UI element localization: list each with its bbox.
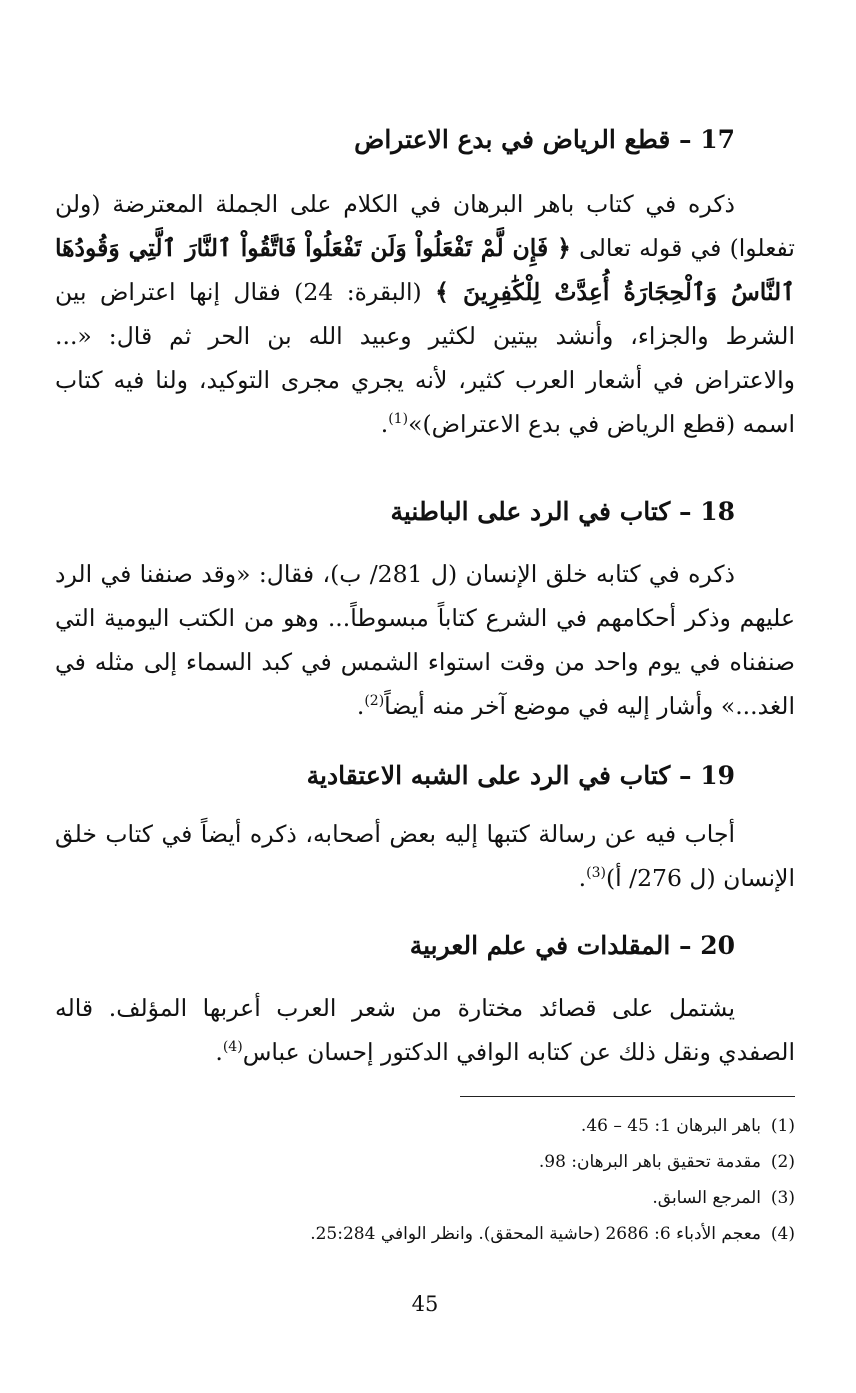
footnote-text: مقدمة تحقيق باهر البرهان: 98.	[538, 1152, 761, 1172]
section-20-title: 20 – المقلدات في علم العربية	[409, 931, 735, 960]
footnote-4	[55, 1216, 795, 1252]
footnote-text: المرجع السابق.	[652, 1188, 761, 1208]
section-18-text: ذكره في كتابه خلق الإنسان (ل 281/ ب)، فقال: «وقد صنفنا في الرد عليهم وذكر أحكامهم في الشرع كتاباً مبسوطاً... وهو من الكتب اليومية التي صنفناه في يوم واحد من وقت استواء الشمس في كبد السماء إلى مثله في الغد...» وأشار إليه في موضع آخر منه أيضاً	[55, 560, 795, 720]
footnote-1	[55, 1108, 795, 1144]
section-19-text: أجاب فيه عن رسالة كتبها إليه بعض أصحابه، ذكره أيضاً في كتاب خلق الإنسان (ل 276/ أ)	[55, 820, 795, 892]
section-18-title: 18 – كتاب في الرد على الباطنية	[390, 497, 735, 526]
quran-verse: ﴿ فَإِن لَّمْ تَفْعَلُواْ وَلَن تَفْعَلُواْ فَاتَّقُواْ ٱلنَّارَ ٱلَّتِي وَقُودُهَا ٱلنَّاسُ وَٱلْحِجَارَةُ أُعِدَّتْ لِلْكَٰفِرِينَ ﴾	[55, 234, 795, 306]
footnote-number: (2)	[770, 1152, 795, 1172]
footnote-divider	[460, 1096, 795, 1097]
section-18-paragraph: ذكره في كتابه خلق الإنسان (ل 281/ ب)، فقال: «وقد صنفنا في الرد عليهم وذكر أحكامهم في الشرع كتاباً مبسوطاً... وهو من الكتب اليومية التي صنفناه في يوم واحد من وقت استواء الشمس في كبد السماء إلى مثله في الغد...» وأشار إليه في موضع آخر منه أيضاً$^{(2)}$.	[55, 560, 795, 720]
footnote-2	[55, 1144, 795, 1180]
footnote-number: (4)	[770, 1224, 795, 1244]
footnote-text: باهر البرهان 1: 45 – 46.	[580, 1116, 761, 1136]
section-17-paragraph: ذكره في كتاب باهر البرهان في الكلام على الجملة المعترضة (ولن تفعلوا) في قوله تعالى ﴿ فَإِن لَّمْ تَفْعَلُواْ وَلَن تَفْعَلُواْ فَاتَّقُواْ ٱلنَّارَ ٱلَّتِي وَقُودُهَا ٱلنَّاسُ وَٱلْحِجَارَةُ أُعِدَّتْ لِلْكَٰفِرِينَ ﴾ (البقرة: 24) فقال إنها اعتراض بين الشرط والجزاء، وأنشد بيتين لكثير وعبيد الله بن الحر ثم قال: «... والاعتراض في أشعار العرب كثير، لأنه يجري مجرى التوكيد، ولنا فيه كتاب اسمه (قطع الرياض في بدع الاعتراض)»$^{(1)}$.	[55, 190, 795, 438]
footnote-ref-3: (3)	[586, 865, 606, 882]
footnote-ref-4: (4)	[222, 1039, 243, 1056]
footnote-3	[55, 1180, 795, 1216]
section-19-paragraph: أجاب فيه عن رسالة كتبها إليه بعض أصحابه، ذكره أيضاً في كتاب خلق الإنسان (ل 276/ أ)$^{(3)}$.	[55, 820, 795, 892]
section-17-text: ذكره في كتاب باهر البرهان في الكلام على الجملة المعترضة (ولن تفعلوا) في قوله تعالى	[55, 190, 795, 262]
footnote-ref-1: (1)	[388, 411, 409, 428]
section-19-title: 19 – كتاب في الرد على الشبه الاعتقادية	[306, 761, 735, 790]
footnote-text: معجم الأدباء 6: 2686 (حاشية المحقق). وانظر الوافي 25:284.	[310, 1224, 761, 1244]
section-17-title: 17 – قطع الرياض في بدع الاعتراض	[354, 125, 735, 154]
book-page	[55, 0, 795, 1393]
page-number: 45	[411, 1292, 439, 1316]
section-17-text-after: (البقرة: 24) فقال إنها اعتراض بين الشرط والجزاء، وأنشد بيتين لكثير وعبيد الله بن الحر ثم قال: «... والاعتراض في أشعار العرب كثير، لأنه يجري مجرى التوكيد، ولنا فيه كتاب اسمه (قطع الرياض في بدع الاعتراض)»	[55, 278, 795, 438]
section-20-text: يشتمل على قصائد مختارة من شعر العرب أعربها المؤلف. قاله الصفدي ونقل ذلك عن كتابه الوافي الدكتور إحسان عباس	[55, 994, 795, 1066]
footnote-number: (3)	[770, 1188, 795, 1208]
section-20-paragraph: يشتمل على قصائد مختارة من شعر العرب أعربها المؤلف. قاله الصفدي ونقل ذلك عن كتابه الوافي الدكتور إحسان عباس$^{(4)}$.	[55, 994, 795, 1066]
footnote-ref-2: (2)	[364, 693, 385, 710]
footnotes	[55, 1108, 795, 1252]
footnote-number: (1)	[770, 1116, 795, 1136]
